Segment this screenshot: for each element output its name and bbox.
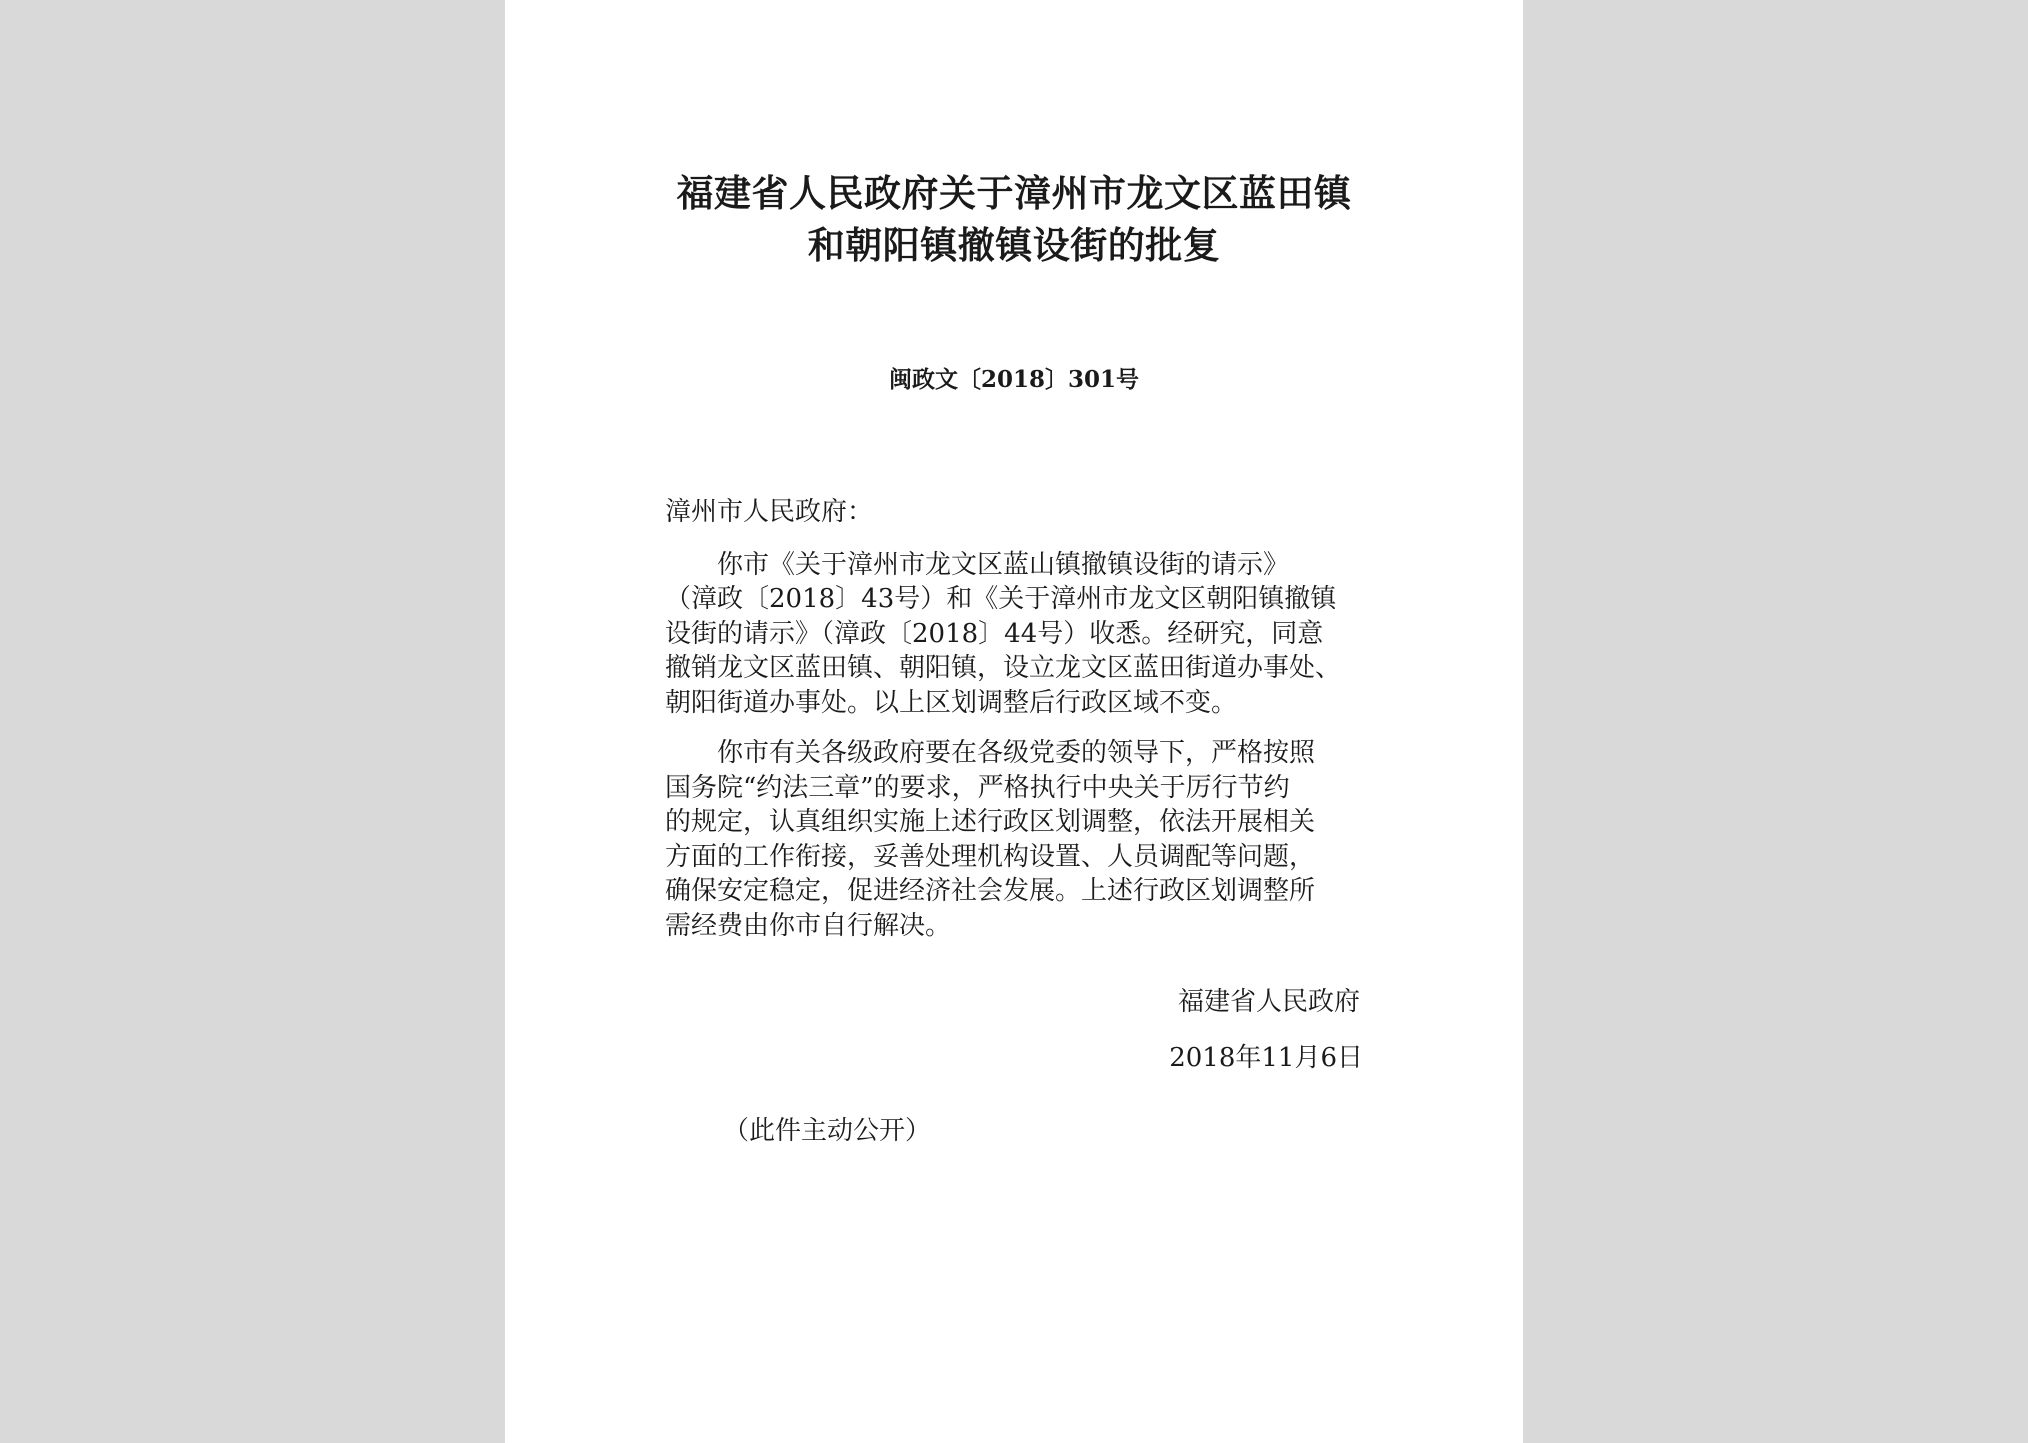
disclosure-note: （此件主动公开） <box>723 1116 932 1146</box>
paragraph-line: 方面的工作衔接，妥善处理机构设置、人员调配等问题， <box>665 841 1316 872</box>
paragraph-line: 你市有关各级政府要在各级党委的领导下，严格按照 <box>717 738 1316 768</box>
paragraph-line: 设街的请示》（漳政〔2018〕44号）收悉。经研究，同意 <box>665 618 1324 649</box>
paragraph-1 <box>665 548 1365 721</box>
paragraph-2 <box>665 736 1365 943</box>
paragraph-line: 的规定，认真组织实施上述行政区划调整，依法开展相关 <box>665 807 1316 837</box>
title-line-2: 和朝阳镇撤镇设街的批复 <box>807 224 1221 267</box>
paragraph-line: 你市《关于漳州市龙文区蓝山镇撤镇设街的请示》 <box>717 549 1290 580</box>
paragraph-line: 需经费由你市自行解决。 <box>665 910 952 941</box>
signature: 福建省人民政府 <box>1177 987 1360 1017</box>
document-page <box>505 0 1523 1443</box>
document-number: 闽政文〔2018〕301号 <box>888 366 1140 393</box>
document-title <box>505 168 1523 272</box>
paragraph-line: 朝阳街道办事处。以上区划调整后行政区域不变。 <box>665 687 1238 718</box>
paragraph-line: 国务院“约法三章”的要求，严格执行中央关于厉行节约 <box>665 772 1290 803</box>
issue-date: 2018年11月6日 <box>1169 1043 1363 1073</box>
paragraph-line: （漳政〔2018〕43号）和《关于漳州市龙文区朝阳镇撤镇 <box>665 584 1337 614</box>
salutation: 漳州市人民政府： <box>665 497 874 527</box>
paragraph-line: 撤销龙文区蓝田镇、朝阳镇，设立龙文区蓝田街道办事处、 <box>665 653 1342 683</box>
title-line-1: 福建省人民政府关于漳州市龙文区蓝田镇 <box>676 172 1352 215</box>
paragraph-line: 确保安定稳定，促进经济社会发展。上述行政区划调整所 <box>665 876 1316 906</box>
document-body <box>665 495 1365 959</box>
